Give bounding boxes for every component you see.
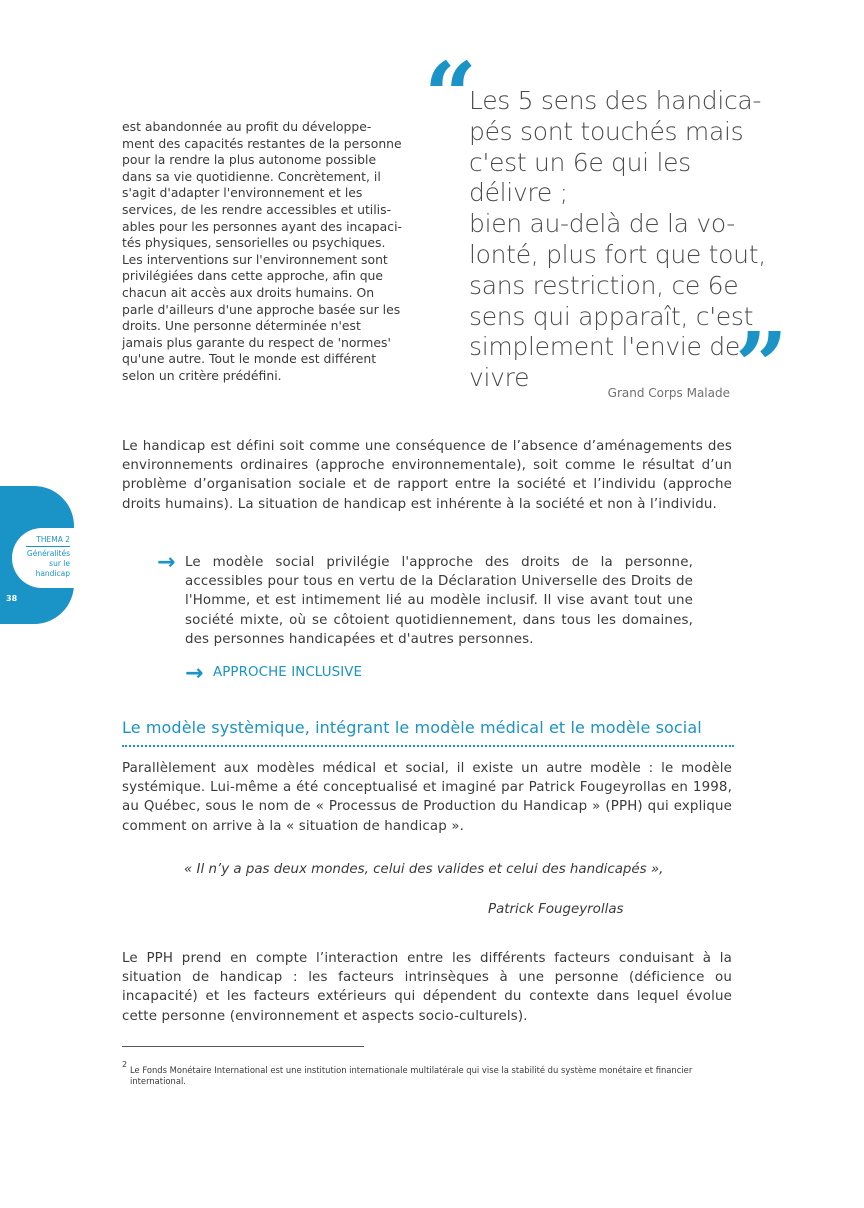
quote-line: c'est un 6e qui les délivre ;	[469, 147, 691, 208]
thema-subtitle	[20, 549, 70, 579]
open-quote-mark-icon: “	[424, 42, 477, 150]
section-title: Le modèle systèmique, intégrant le modèle médical et le modèle social	[122, 718, 702, 737]
paragraph-pph: Le PPH prend en compte l’interaction entre les différents facteurs conduisant à la situation de handicap : les facteurs intrinsèques à une personne (déficience ou incapacité) et les facteurs extérieurs qui dépendent du contexte dans lequel évolue cette personne (environnement et aspects socio-culturels).	[122, 951, 732, 1024]
quote-line: sans restriction, ce 6e	[469, 270, 739, 300]
text-line: droits. Une personne déterminée n'est	[122, 318, 361, 334]
text-line: pour la rendre la plus autonome possible	[122, 152, 377, 168]
text-line: qu'une autre. Tout le monde est différent	[122, 351, 377, 367]
thema-divider	[26, 546, 70, 547]
approche-inclusive-link[interactable]: APPROCHE INCLUSIVE	[213, 665, 363, 680]
thema-subtitle-line: Généralités	[26, 549, 70, 558]
arrow-right-icon: →	[185, 661, 204, 686]
paragraph-systemic-model: Parallèlement aux modèles médical et social, il existe un autre modèle : le modèle systémique. Lui-même a été conceptualisé et imaginé par Patrick Fougeyrollas en 1998, au Québec, sous le nom de « Processus de Production du Handicap » (PPH) qui explique comment on arrive à la « situation de handicap ».	[122, 761, 732, 834]
social-model-note: Le modèle social privilégie l'approche des droits de la personne, accessibles pour tous en vertu de la Déclaration Universelle des Droits de l'Homme, et est intimement lié au modèle inclusif. Il vise avant tout une société mixte, où se côtoient quotidiennement, dans tous les domaines, des personnes handicapées et d'autres personnes.	[185, 555, 693, 647]
section-divider	[122, 745, 734, 747]
quote-line: bien au-delà de la vo-	[469, 209, 736, 239]
quote-line: lonté, plus fort que tout,	[469, 239, 766, 269]
thema-subtitle-line: handicap	[35, 569, 70, 578]
citation-author: Patrick Fougeyrollas	[488, 902, 624, 917]
citation-text: « Il n’y a pas deux mondes, celui des valides et celui des handicapés »,	[184, 862, 664, 877]
quote-author: Grand Corps Malade	[607, 386, 730, 400]
text-line: s'agit d'adapter l'environnement et les	[122, 185, 363, 201]
pull-quote	[469, 86, 779, 394]
quote-line: vivre	[469, 363, 530, 393]
text-line: ables pour les personnes ayant des incapaci-	[122, 218, 402, 234]
thema-label: THEMA 2	[36, 535, 70, 544]
thema-subtitle-line: sur le	[49, 559, 70, 568]
text-line: Les interventions sur l'environnement sont	[122, 251, 388, 267]
footnote-text: Le Fonds Monétaire International est une institution internationale multilatérale qui vise la stabilité du système monétaire et financier international.	[130, 1065, 693, 1086]
footnote-number: 2	[122, 1060, 128, 1069]
text-line: ment des capacités restantes de la personne	[122, 135, 402, 151]
text-line: jamais plus garante du respect de 'normes'	[122, 334, 391, 350]
left-column-text	[122, 119, 404, 385]
text-line: parle d'ailleurs d'une approche basée sur les	[122, 301, 401, 317]
text-line: est abandonnée au profit du développe-	[122, 119, 372, 134]
close-quote-mark-icon: ”	[735, 312, 788, 420]
text-line: selon un critère prédéfini.	[122, 367, 282, 383]
quote-line: sens qui apparaît, c'est	[469, 301, 754, 331]
text-line: dans sa vie quotidienne. Concrètement, il	[122, 168, 381, 184]
paragraph-handicap-definition: Le handicap est défini soit comme une conséquence de l’absence d’aménagements des environnements ordinaires (approche environnementale), soit comme le résultat d’un problème d’organisation sociale et de rapport entre la société et l’individu (approche droits humains). La situation de handicap est inhérente à la société et non à l’individu.	[122, 439, 732, 512]
arrow-right-icon: →	[157, 550, 176, 575]
page-number: 38	[6, 594, 18, 603]
text-line: tés physiques, sensorielles ou psychiques.	[122, 235, 386, 251]
quote-line: pés sont touchés mais	[469, 116, 744, 146]
text-line: privilégiées dans cette approche, afin que	[122, 268, 384, 284]
text-line: chacun ait accès aux droits humains. On	[122, 284, 375, 300]
quote-line: Les 5 sens des handica-	[469, 86, 762, 115]
quote-line: simplement l'envie de	[469, 332, 740, 362]
text-line: services, de les rendre accessibles et utilis-	[122, 201, 392, 217]
footnote-rule	[122, 1046, 364, 1047]
